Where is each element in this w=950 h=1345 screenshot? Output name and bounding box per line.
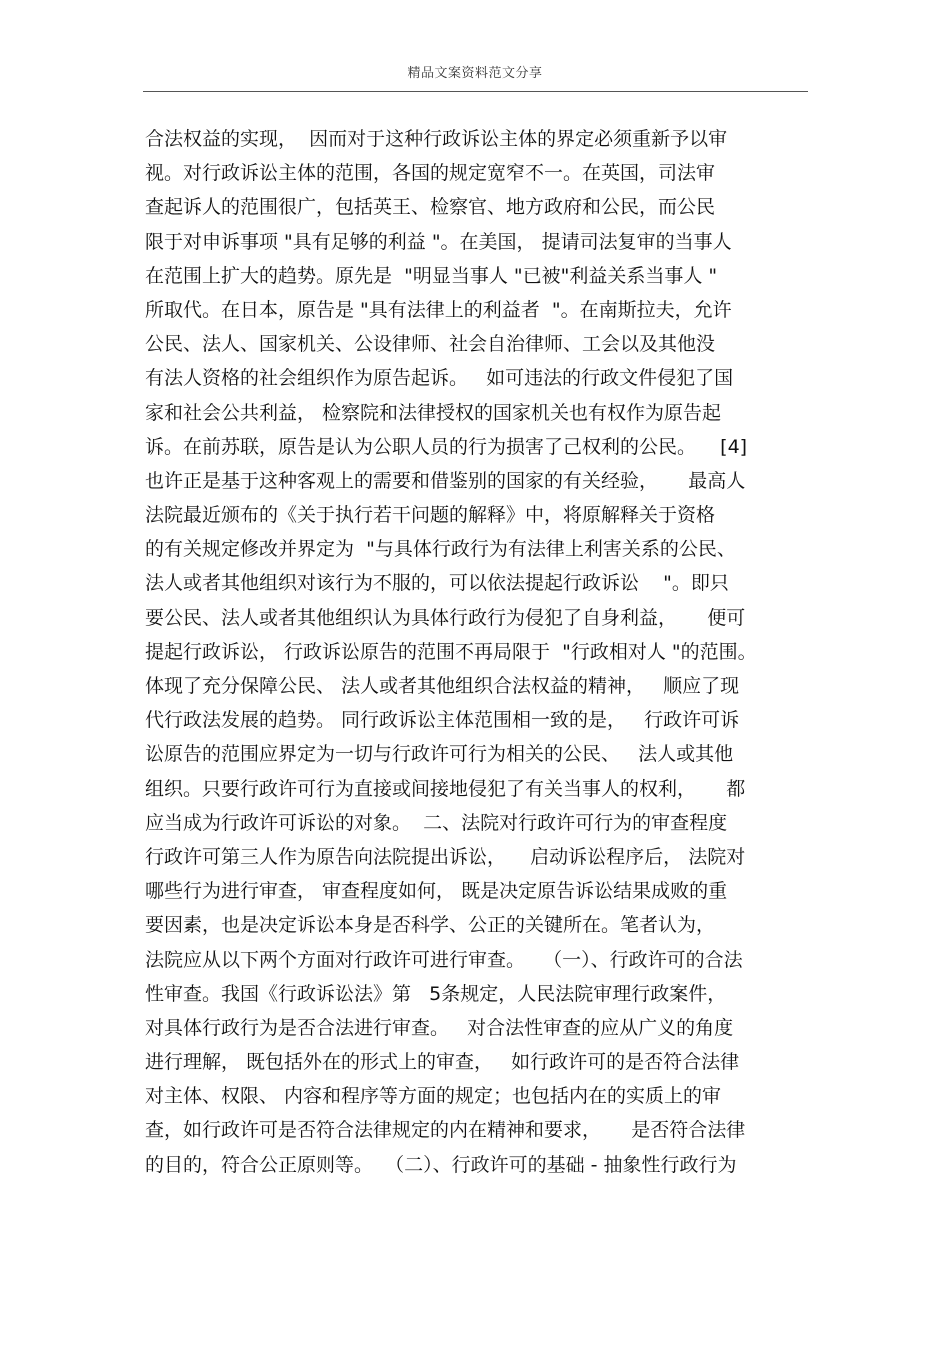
- text-line: 性审查。我国《行政诉讼法》第 5条规定，人民法院审理行政案件，: [145, 982, 727, 1005]
- text-line: 提起行政诉讼， 行政诉讼原告的范围不再局限于 "行政相对人 "的范围。: [145, 640, 757, 663]
- text-line: 在范围上扩大的趋势。原先是 "明显当事人 "已被"利益关系当事人 ": [145, 264, 718, 287]
- text-line: 进行理解， 既包括外在的形式上的审查， 如行政许可的是否符合法律: [145, 1051, 740, 1074]
- text-line: 也许正是基于这种客观上的需要和借鉴别的国家的有关经验， 最高人: [145, 469, 746, 492]
- text-line: 视。对行政诉讼主体的范围，各国的规定宽窄不一。在英国，司法审: [145, 162, 716, 185]
- page-header: 精品文案资料范文分享: [407, 66, 543, 81]
- text-line: 查，如行政许可是否符合法律规定的内在精神和要求， 是否符合法律: [145, 1119, 746, 1142]
- text-line: 公民、法人、国家机关、公设律师、社会自治律师、工会以及其他没: [145, 333, 716, 356]
- text-line: 要因素，也是决定诉讼本身是否科学、公正的关键所在。笔者认为，: [145, 914, 716, 937]
- text-line: 法院最近颁布的《关于执行若干问题的解释》中，将原解释关于资格: [145, 504, 716, 527]
- text-line: 有法人资格的社会组织作为原告起诉。 如可违法的行政文件侵犯了国: [145, 367, 734, 390]
- text-line: 查起诉人的范围很广，包括英王、检察官、地方政府和公民，而公民: [145, 196, 716, 219]
- text-line: 讼原告的范围应界定为一切与行政许可行为相关的公民、 法人或其他: [145, 743, 734, 766]
- text-line: 应当成为行政许可诉讼的对象。 二、法院对行政许可行为的审查程度: [145, 811, 728, 834]
- text-line: 对具体行政行为是否合法进行审查。 对合法性审查的应从广义的角度: [145, 1016, 734, 1039]
- text-line: 要公民、法人或者其他组织认为具体行政行为侵犯了自身利益， 便可: [145, 606, 746, 629]
- text-line: 的有关规定修改并界定为 "与具体行政行为有法律上利害关系的公民、: [145, 538, 736, 561]
- text-line: 对主体、权限、 内容和程序等方面的规定；也包括内在的实质上的审: [145, 1085, 722, 1108]
- text-line: 的目的，符合公正原则等。 （二）、行政许可的基础 - 抽象性行政行为: [145, 1153, 737, 1176]
- header-divider: [143, 91, 808, 92]
- text-line: 诉。在前苏联，原告是认为公职人员的行为损害了己权利的公民。 [4]: [145, 435, 748, 458]
- text-line: 哪些行为进行审查， 审查程度如何， 既是决定原告诉讼结果成败的重: [145, 880, 728, 903]
- text-line: 法人或者其他组织对该行为不服的，可以依法提起行政诉讼 "。即只: [145, 572, 729, 595]
- text-line: 限于对申诉事项 "具有足够的利益 "。在美国， 提请司法复审的当事人: [145, 230, 732, 253]
- text-line: 合法权益的实现， 因而对于这种行政诉讼主体的界定必须重新予以审: [145, 128, 728, 150]
- document-body: [145, 122, 815, 1182]
- text-line: 家和社会公共利益， 检察院和法律授权的国家机关也有权作为原告起: [145, 401, 722, 424]
- text-line: 组织。只要行政许可行为直接或间接地侵犯了有关当事人的权利， 都: [145, 777, 746, 800]
- text-line: 体现了充分保障公民、 法人或者其他组织合法权益的精神， 顺应了现: [145, 675, 740, 697]
- text-line: 所取代。在日本，原告是 "具有法律上的利益者 "。在南斯拉夫，允许: [145, 298, 732, 321]
- text-line: 行政许可第三人作为原告向法院提出诉讼， 启动诉讼程序后， 法院对: [145, 845, 746, 868]
- text-line: 代行政法发展的趋势。 同行政诉讼主体范围相一致的是， 行政许可诉: [145, 709, 740, 732]
- text-line: 法院应从以下两个方面对行政许可进行审查。 （一）、行政许可的合法: [145, 948, 743, 971]
